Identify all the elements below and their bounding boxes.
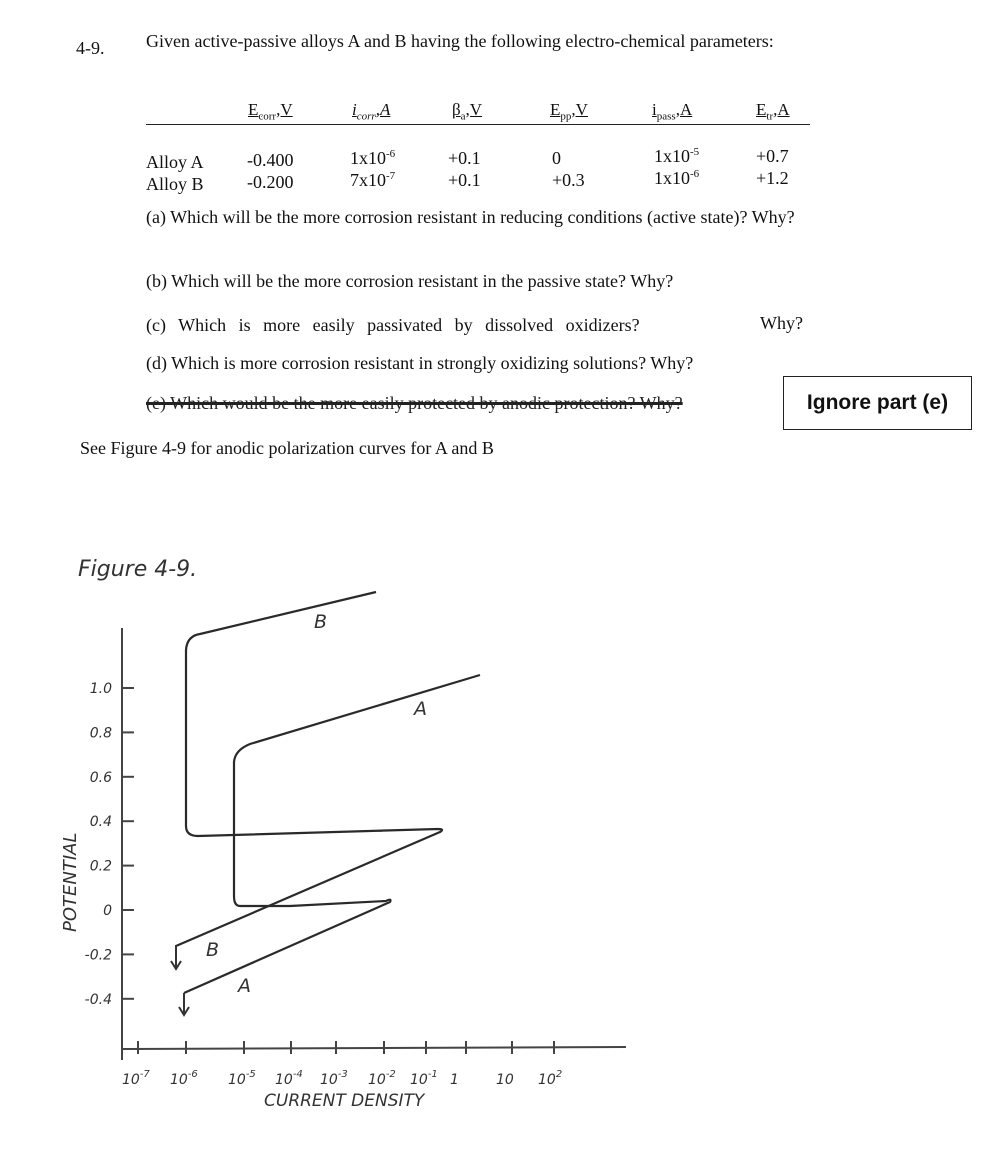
y-tick-label: 1.0 (89, 681, 112, 697)
y-tick-label: -0.4 (84, 991, 112, 1008)
x-tick-label: $10^2$ (538, 1069, 563, 1088)
question-b: (b) Which will be the more corrosion resistant in the passive state? Why? (146, 271, 674, 291)
curve-b (176, 592, 442, 946)
y-tick-label: 0.4 (89, 814, 112, 831)
row-a-label: Alloy A (146, 152, 204, 172)
question-e-struck: (e) Which would be the more easily protected by anodic protection? Why? (146, 393, 683, 413)
curve-label-b: B (314, 611, 328, 633)
curve-label-a: A (414, 698, 427, 720)
y-tick-label: 0.8 (89, 725, 112, 742)
x-tick-label: $10^{-3}$ (320, 1069, 348, 1088)
x-tick-label: 10 (496, 1072, 514, 1088)
row-a-etr: +0.7 (756, 146, 789, 166)
question-c-why: Why? (760, 313, 803, 333)
problem-intro: Given active-passive alloys A and B having the following electro-chemical parameters: (146, 31, 774, 51)
row-a-beta: +0.1 (448, 148, 481, 168)
row-b-ecorr: -0.200 (247, 172, 294, 192)
y-tick-label: 0.6 (89, 769, 112, 786)
curve-label-a: A (238, 975, 251, 997)
x-tick-label: $10^{-1}$ (410, 1069, 438, 1088)
x-axis (122, 1047, 626, 1049)
row-b-epp: +0.3 (552, 170, 585, 190)
row-a-ecorr: -0.400 (247, 150, 294, 170)
arrow-down-b (171, 945, 181, 969)
row-b-label: Alloy B (146, 174, 204, 194)
see-figure-text: See Figure 4-9 for anodic polarization curves for A and B (80, 438, 494, 458)
question-a: (a) Which will be the more corrosion resistant in reducing conditions (active state)? Why? (146, 207, 795, 227)
x-axis-label: CURRENT DENSITY (264, 1091, 425, 1111)
header-ecorr: $E_{corr},V$ (248, 100, 293, 123)
row-b-ipass: $1x10^{-6}$ (654, 168, 700, 188)
row-a-icorr: $1x10^{-6}$ (350, 148, 396, 168)
header-ipass: $i_{pass},A$ (652, 100, 693, 123)
header-beta: $\beta_a,V$ (452, 100, 483, 123)
problem-number: 4-9. (76, 38, 105, 58)
y-tick-label: 0.2 (89, 858, 112, 875)
figure-title: Figure 4-9. (78, 557, 198, 582)
y-tick-label: -0.2 (84, 947, 112, 964)
y-tick-label: 0 (103, 903, 112, 919)
table-header-rule (146, 124, 810, 125)
row-b-icorr: $7x10^{-7}$ (350, 170, 396, 190)
y-axis-label: POTENTIAL (60, 832, 81, 932)
header-epp: $E_{pp},V$ (550, 100, 588, 123)
row-b-etr: +1.2 (756, 168, 789, 188)
x-tick-label: $10^{-4}$ (275, 1069, 303, 1088)
row-a-epp: 0 (552, 148, 561, 168)
header-icorr: $i_{corr},A$ (352, 100, 391, 123)
x-tick-label: $10^{-2}$ (368, 1069, 396, 1088)
row-b-beta: +0.1 (448, 170, 481, 190)
x-tick-label: $10^{-5}$ (228, 1069, 256, 1088)
x-tick-label: 1 (450, 1072, 459, 1088)
header-etr: $E_{tr},A$ (756, 100, 790, 123)
curve-label-b: B (206, 939, 220, 961)
ignore-note-box: Ignore part (e) (783, 376, 972, 430)
arrow-down-a (179, 993, 189, 1015)
question-d: (d) Which is more corrosion resistant in strongly oxidizing solutions? Why? (146, 353, 694, 373)
question-c: (c) Which is more easily passivated by dissolved oxidizers? (146, 315, 640, 335)
x-tick-label: $10^{-6}$ (170, 1069, 198, 1088)
polarization-figure (0, 540, 1000, 1160)
row-a-ipass: $1x10^{-5}$ (654, 146, 700, 166)
x-tick-label: $10^{-7}$ (122, 1069, 150, 1088)
